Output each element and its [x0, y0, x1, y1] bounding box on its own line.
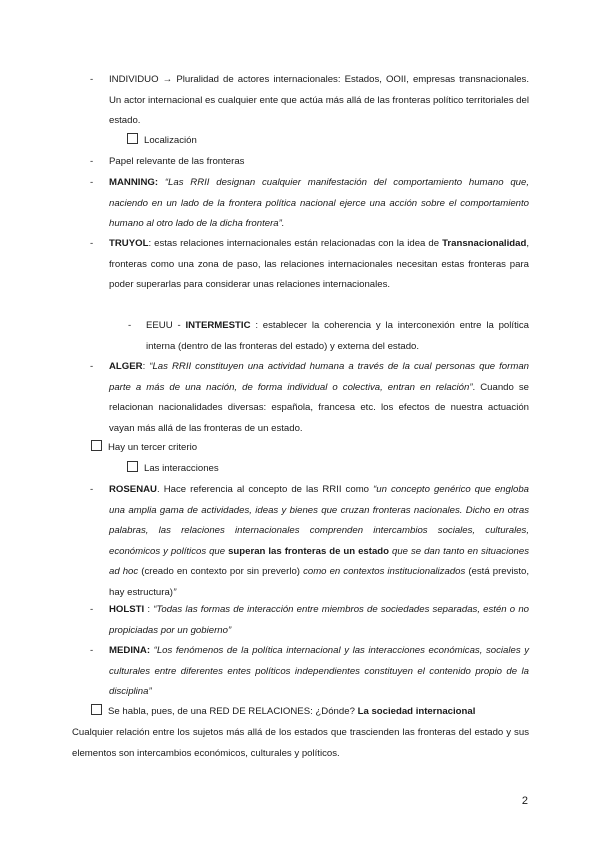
bold-term: superan las fronteras de un estado: [228, 545, 390, 557]
checkbox-label: Hay un tercer criterio: [108, 442, 198, 453]
checkbox-item-localizacion: [127, 131, 197, 151]
quote: “un concepto genérico que engloba una amplia gama de actividades, ideas y bienes que cruzan fronteras nacionales. Dicho en otras palabras, las relaciones internacionales comprenden intercambios sociales, culturales, económicos y políticos que: [109, 484, 529, 557]
author-name: ROSENAU: [109, 484, 157, 495]
bold-term: La sociedad internacional: [357, 706, 476, 717]
bullet-dash: -: [90, 645, 94, 656]
text: : establecer la coherencia y la interconexión entre la política interna (dentro de las fronteras del estado) y externa del estado.: [146, 320, 529, 352]
paragraph-individuo: [109, 70, 529, 132]
bullet-dash: -: [90, 177, 94, 188]
text: (creado en contexto por sin preverlo): [141, 566, 300, 577]
quote: que se dan tanto en situaciones ad hoc: [109, 545, 530, 577]
individuo-label: INDIVIDUO: [109, 74, 159, 85]
checkbox-icon: [91, 704, 102, 715]
checkbox-icon: [91, 440, 102, 451]
paragraph-rosenau: [109, 480, 529, 603]
paragraph-alger: [109, 357, 529, 439]
author-name: MEDINA:: [109, 645, 151, 656]
quote: “Las RRII designan cualquier manifestación del comportamiento humano que, naciendo en un lado de la frontera política nacional ejerce una acción sobre el comportamiento humano al otro lado de la dicha frontera”.: [109, 177, 529, 229]
paragraph-truyol: [109, 234, 529, 296]
bullet-dash: -: [128, 320, 132, 331]
text: , fronteras como una zona de paso, las relaciones internacionales necesitan estas fronteras para poder superarlas para considerar unas relaciones internacionales.: [109, 238, 529, 290]
text: . Cuando se relacionan nacionalidades diversas: española, francesa etc. los efectos de nuestra actuación vayan más allá de las fronteras de un estado.: [109, 381, 529, 434]
text: : estas relaciones internacionales están relacionadas con la idea de: [148, 238, 440, 249]
paragraph-holsti: [109, 600, 529, 641]
author-name: TRUYOL: [109, 238, 149, 249]
closing-paragraph: Cualquier relación entre los sujetos más allá de los estados que trascienden las fronteras del estado y sus elementos son intercambios económicos, culturales y políticos.: [72, 727, 529, 759]
checkbox-label: Las interacciones: [144, 463, 219, 474]
quote: “Todas las formas de interacción entre miembros de sociedades separadas, estén o no propiciadas por un gobierno”: [109, 604, 529, 636]
text: :: [142, 361, 146, 372]
author-name: HOLSTI: [109, 604, 145, 615]
bullet-dash: -: [90, 156, 94, 167]
individuo-text: Pluralidad de actores internacionales: Estados, OOII, empresas transnacionales. Un actor internacional es cualquier ente que actúa más allá de las fronteras político territoriales del estado.: [109, 74, 530, 126]
author-name: ALGER: [109, 361, 143, 372]
arrow-icon: →: [162, 74, 173, 85]
text: EEUU -: [146, 320, 181, 331]
checkbox-icon: [127, 461, 138, 472]
bold-term: INTERMESTIC: [185, 320, 251, 331]
paragraph-medina: [109, 641, 529, 703]
bullet-dash: -: [90, 74, 94, 85]
bullet-dash: -: [90, 484, 94, 495]
checkbox-icon: [127, 133, 138, 144]
checkbox-item-tercer-criterio: [91, 438, 197, 458]
quote: ”: [173, 586, 177, 598]
paragraph-papel: Papel relevante de las fronteras: [109, 156, 245, 167]
text: . Hace referencia al concepto de las RRII como: [156, 484, 370, 495]
bullet-dash: -: [90, 604, 94, 615]
author-name: MANNING:: [109, 177, 159, 188]
checkbox-item-red-relaciones: [91, 702, 475, 722]
text: :: [147, 604, 151, 615]
checkbox-item-interacciones: [127, 459, 219, 479]
quote: “Las RRII constituyen una actividad humana a través de la cual personas que forman parte a más de una nación, de forma individual o colectiva, entran en relación”: [109, 361, 529, 393]
page-number: 2: [521, 795, 528, 807]
checkbox-label: Localización: [144, 135, 197, 146]
bullet-dash: -: [90, 238, 94, 249]
paragraph-eeuu: [146, 316, 529, 357]
bullet-dash: -: [90, 361, 94, 372]
bold-term: Transnacionalidad: [442, 238, 527, 249]
text: (está previsto, hay estructura): [109, 566, 530, 598]
quote: como en contextos institucionalizados: [303, 566, 466, 577]
quote: “Los fenómenos de la política internacional y las interacciones económicas, sociales y culturales entre diferentes entes políticos independientes constituyen el contenido propio de la disciplina”: [109, 645, 529, 697]
checkbox-label: Se habla, pues, de una RED DE RELACIONES: ¿Dónde?: [108, 706, 355, 717]
paragraph-manning: [109, 173, 529, 235]
